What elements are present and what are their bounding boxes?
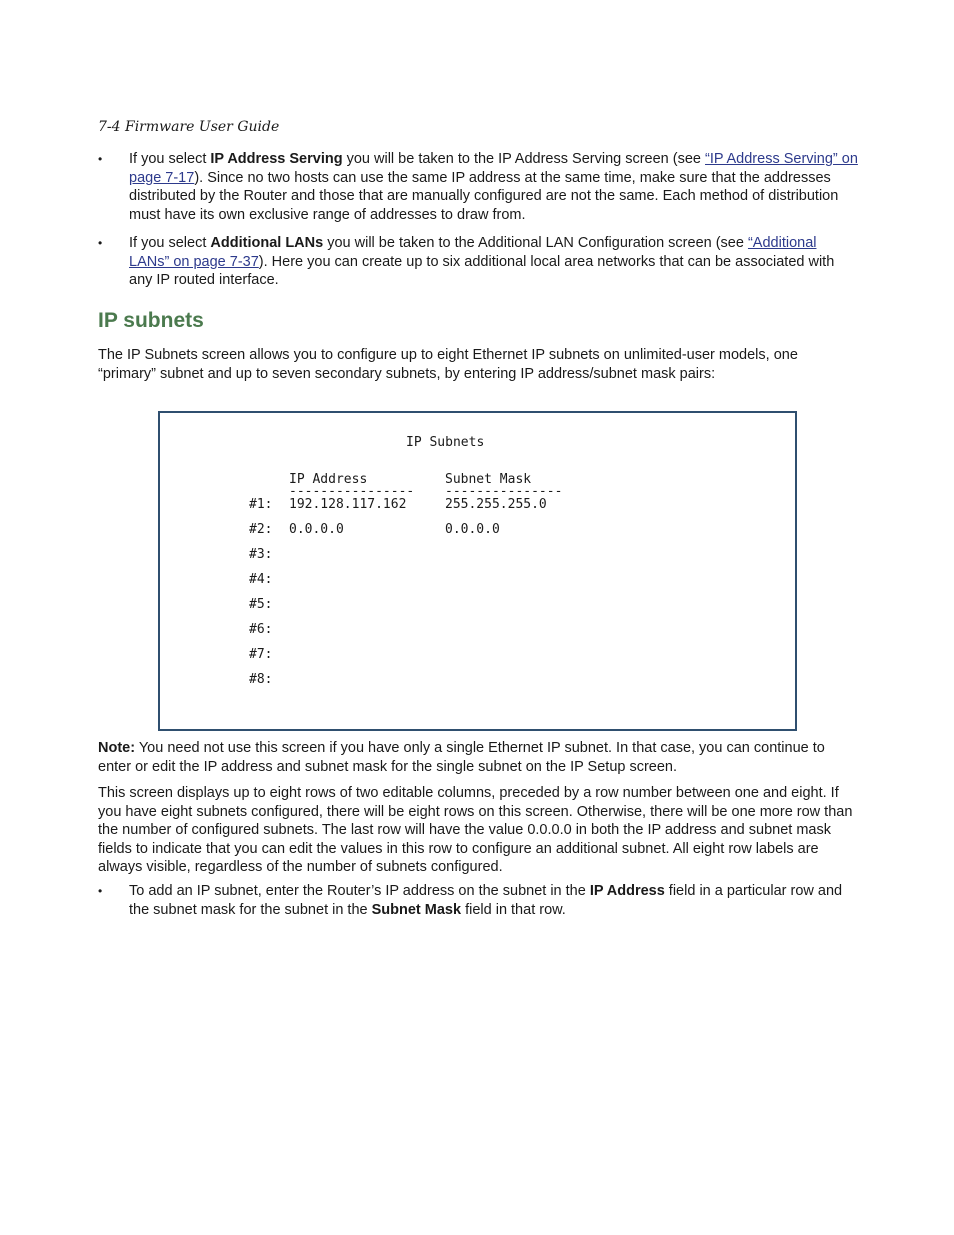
bold-term: Subnet Mask <box>371 901 462 918</box>
section-title: IP subnets <box>98 309 204 332</box>
xref-link-additional-lans[interactable]: “Additional LANs” on page 7-37 <box>129 235 817 270</box>
screen-title: IP Subnets <box>406 435 485 450</box>
ip-address-field[interactable]: 0.0.0.0 <box>289 522 344 537</box>
column-rule-mask: --------------- <box>445 484 563 499</box>
subnet-mask-field[interactable]: 0.0.0.0 <box>445 522 500 537</box>
running-header: 7-4 Firmware User Guide <box>98 119 280 135</box>
bullet-additional-lans <box>98 234 858 290</box>
row-label: #8: <box>249 672 273 687</box>
row-label: #3: <box>249 547 273 562</box>
bullet-ip-address-serving <box>98 150 858 224</box>
row-label: #2: <box>249 522 273 537</box>
row-label: #6: <box>249 622 273 637</box>
note-label: Note: <box>98 740 136 756</box>
note-text: You need not use this screen if you have only a single Ethernet IP subnet. In that case, you can continue to enter or edit the IP address and subnet mask for the single subnet on the IP Setup screen. <box>98 740 825 775</box>
note-paragraph <box>98 739 858 776</box>
bullet-text: To add an IP subnet, enter the Router’s IP address on the subnet in the IP Address field in a particular row and the subnet mask for the subnet in the Subnet Mask field in that row. <box>129 883 843 918</box>
row-label: #1: <box>249 497 273 512</box>
body-paragraph: This screen displays up to eight rows of two editable columns, preceded by a row number between one and eight. If you have eight subnets configured, there will be eight rows on this screen. Otherwise, there will be one more row than the number of configured subnets. The last row will have the value 0.0.0.0 in both the IP address and subnet mask fields to indicate that you can edit the values in this row to configure an additional subnet. All eight row labels are always visible, regardless of the number of subnets configured. <box>98 785 853 875</box>
bullet-icon: • <box>98 236 103 250</box>
ip-address-field[interactable]: 192.128.117.162 <box>289 497 407 512</box>
row-label: #4: <box>249 572 273 587</box>
bullet-icon: • <box>98 152 103 166</box>
bullet-text: If you select IP Address Serving you will be taken to the IP Address Serving screen (see “IP Address Serving” on page 7-17). Since no two hosts can use the same IP address at the same time, make sure that the addresses distributed by the Router and those that are manually configured are not the same. Each method of distribution must have its own exclusive range of addresses to draw from. <box>129 151 858 223</box>
column-header-subnet-mask: Subnet Mask <box>445 472 532 487</box>
section-intro: The IP Subnets screen allows you to configure up to eight Ethernet IP subnets on unlimited-user models, one “primary” subnet and up to seven secondary subnets, by entering IP address/subnet mask pairs: <box>98 347 798 382</box>
bold-term: IP Address Serving <box>210 151 343 167</box>
row-label: #7: <box>249 647 273 662</box>
bullet-text: If you select Additional LANs you will be taken to the Additional LAN Configuration screen (see “Additional LANs” on page 7-37). Here you can create up to six additional local area networks that can be associated with any IP routed interface. <box>129 235 835 288</box>
bullet-icon: • <box>98 884 103 898</box>
column-rule-ip: ---------------- <box>289 484 415 499</box>
ip-subnets-screen <box>158 411 797 731</box>
bold-term: Additional LANs <box>210 235 324 251</box>
column-header-ip-address: IP Address <box>289 472 368 487</box>
subnet-mask-field[interactable]: 255.255.255.0 <box>445 497 547 512</box>
xref-link-ip-address-serving[interactable]: “IP Address Serving” on page 7-17 <box>129 151 858 186</box>
row-label: #5: <box>249 597 273 612</box>
bold-term: IP Address <box>589 883 665 899</box>
bullet-add-subnet <box>98 882 858 919</box>
